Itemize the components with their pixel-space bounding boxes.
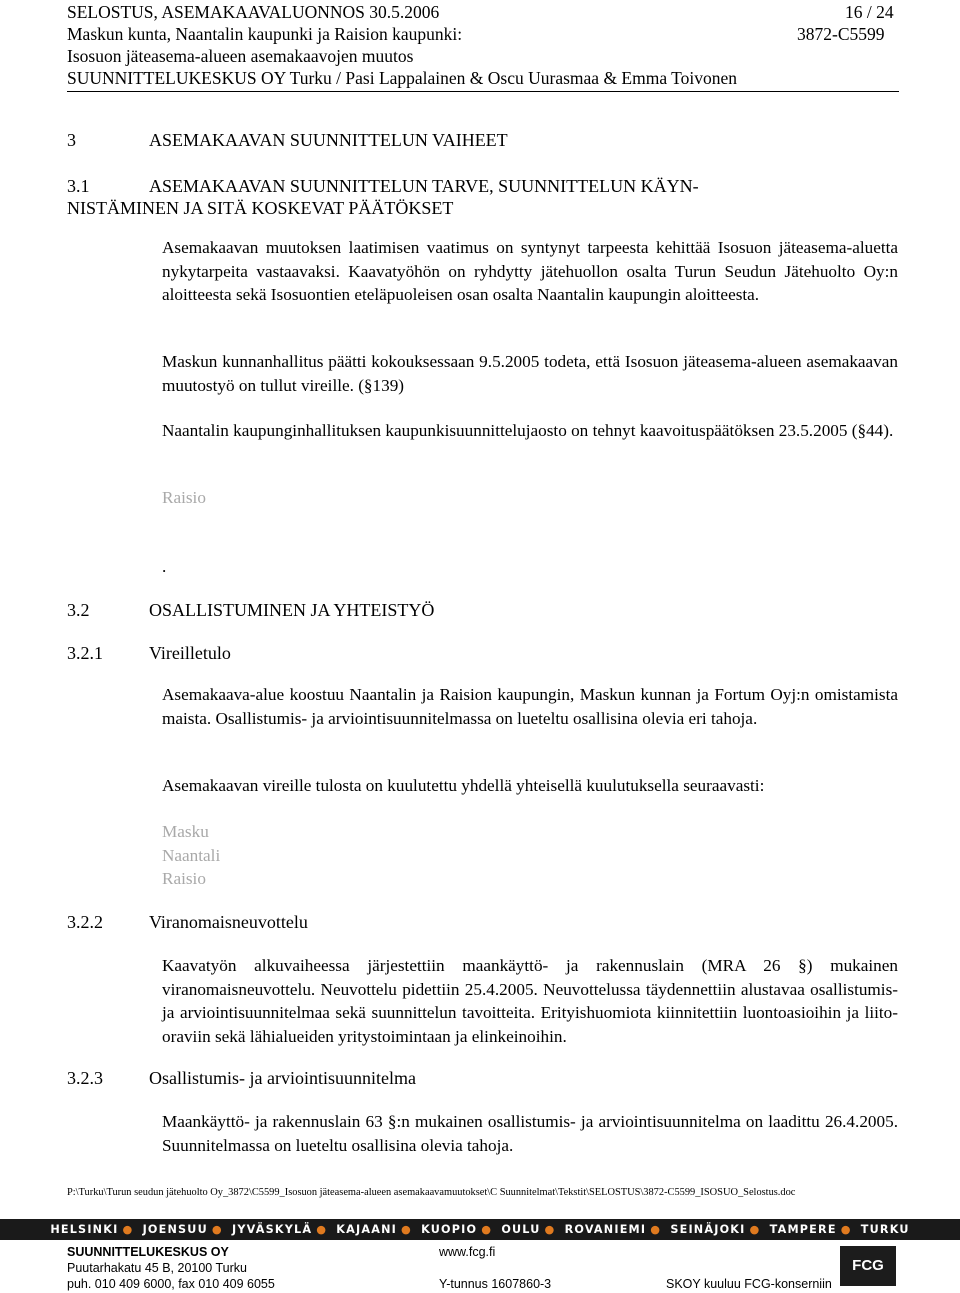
paragraph: Maankäyttö- ja rakennuslain 63 §:n mukainen osallistumis- ja arviointisuunnitelma on laadittu 26.4.2005. Suunnitelmassa on lueteltu osallisina olevia tahoja. [162, 1112, 898, 1155]
business-id: Y-tunnus 1607860-3 [439, 1277, 552, 1291]
paragraph: Asemakaavan muutoksen laatimisen vaatimus on syntynyt tarpeesta kehittää Isosuon jäteasema-aluetta nykytarpeita vastaavaksi. Kaavatyöhön on ryhdytty jätehuollon osalta Turun Seudun Jätehuolto Oy:n aloitteesta sekä Isosuontien eteläpuoleisen osan osalta Naantalin kaupungin aloitteesta. [162, 238, 898, 304]
section-number: 3.2.1 [67, 643, 103, 663]
city: ROVANIEMI [564, 1223, 647, 1236]
section-title: Vireilletulo [149, 643, 231, 663]
city: JOENSUU [142, 1223, 208, 1236]
stray-dot: . [162, 557, 167, 576]
group-membership: SKOY kuuluu FCG-konserniin [666, 1277, 832, 1291]
municipality: Masku [162, 822, 209, 841]
section-number: 3 [67, 130, 76, 150]
doc-header-subject: Isosuon jäteasema-alueen asemakaavojen muutos [67, 46, 414, 66]
section-title: OSALLISTUMINEN JA YHTEISTYÖ [149, 600, 435, 620]
doc-header-authors: SUUNNITTELUKESKUS OY Turku / Pasi Lappalainen & Oscu Uurasmaa & Emma Toivonen [67, 68, 738, 88]
company-phone: puh. 010 409 6000, fax 010 409 6055 [67, 1277, 275, 1291]
city: KUOPIO [421, 1223, 478, 1236]
section-title: Osallistumis- ja arviointisuunnitelma [149, 1068, 416, 1088]
file-path: P:\Turku\Turun seudun jätehuolto Oy_3872\C5599_Isosuon jäteasema-alueen asemakaavamuutokset\C Suunnitelmat\Tekstit\SELOSTUS\3872-C5599_ISOSUO_Selostus.doc [67, 1187, 796, 1198]
city: OULU [501, 1223, 541, 1236]
section-3-heading [67, 130, 907, 154]
section-title-line1: ASEMAKAAVAN SUUNNITTELUN TARVE, SUUNNITTELUN KÄYN- [149, 176, 699, 196]
section-3-2-1-heading [67, 643, 907, 667]
city: HELSINKI [50, 1223, 119, 1236]
page-number: 16 / 24 [845, 2, 894, 22]
doc-header-title: SELOSTUS, ASEMAKAAVALUONNOS 30.5.2006 [67, 2, 440, 22]
section-number: 3.2.3 [67, 1068, 103, 1088]
company-name: SUUNNITTELUKESKUS OY [67, 1245, 229, 1259]
section-title-line2: NISTÄMINEN JA SITÄ KOSKEVAT PÄÄTÖKSET [67, 198, 454, 218]
city: SEINÄJOKI [670, 1223, 746, 1236]
website-link[interactable]: www.fcg.fi [439, 1245, 496, 1259]
section-number: 3.2 [67, 600, 90, 620]
section-3-1-heading [67, 175, 907, 221]
section-3-2-3-heading [67, 1068, 907, 1092]
company-address: Puutarhakatu 45 B, 20100 Turku [67, 1261, 247, 1275]
paragraph: Asemakaavan vireille tulosta on kuulutettu yhdellä yhteisellä kuulutuksella seuraavasti: [162, 776, 765, 795]
paragraph: Kaavatyön alkuvaiheessa järjestettiin maankäyttö- ja rakennuslain (MRA 26 §) mukainen viranomaisneuvottelu. Neuvottelu pidettiin 25.4.2005. Neuvottelussa täydennettiin alustavaa osallistumis- ja arviointisuunnitelmaa sekä suunnittelun tavoitteita. Erityishuomiota kiinnitettiin luontoasioihin ja liito-oraviin sekä lähialueiden yritystoimintaan ja elinkeinoihin. [162, 956, 898, 1046]
section-number: 3.1 [67, 176, 90, 196]
greyed-municipality: Raisio [162, 488, 206, 507]
project-number: 3872-C5599 [797, 24, 885, 44]
paragraph: Naantalin kaupunginhallituksen kaupunkisuunnittelujaosto on tehnyt kaavoituspäätöksen 23.5.2005 (§44). [162, 421, 894, 440]
municipality: Raisio [162, 869, 206, 888]
section-title: ASEMAKAAVAN SUUNNITTELUN VAIHEET [149, 130, 508, 150]
city: TAMPERE [769, 1223, 837, 1236]
section-3-2-2-heading [67, 912, 907, 936]
header-divider [67, 91, 899, 92]
city: KAJAANI [336, 1223, 398, 1236]
paragraph: Asemakaava-alue koostuu Naantalin ja Raision kaupungin, Maskun kunnan ja Fortum Oyj:n omistamista maista. Osallistumis- ja arviointisuunnitelmassa on lueteltu osallisina olevia eri tahoja. [162, 685, 898, 728]
paragraph: Maskun kunnanhallitus päätti kokouksessaan 9.5.2005 todeta, että Isosuon jäteasema-alueen asemakaavan muutostyö on tullut vireille. (§139) [162, 352, 898, 395]
municipality-list [162, 820, 898, 891]
section-title: Viranomaisneuvottelu [149, 912, 308, 932]
section-number: 3.2.2 [67, 912, 103, 932]
city-band: HELSINKI ● JOENSUU ● JYVÄSKYLÄ ● KAJAANI ● KUOPIO ● OULU ● ROVANIEMI ● SEINÄJOKI ● TAMPERE ● TURKU [0, 1219, 960, 1240]
section-3-2-heading [67, 600, 907, 624]
fcg-logo: FCG [840, 1246, 896, 1286]
city: TURKU [860, 1223, 910, 1236]
municipality: Naantali [162, 845, 221, 865]
city: JYVÄSKYLÄ [231, 1223, 313, 1236]
doc-header-client: Maskun kunta, Naantalin kaupunki ja Raision kaupunki: [67, 24, 463, 44]
